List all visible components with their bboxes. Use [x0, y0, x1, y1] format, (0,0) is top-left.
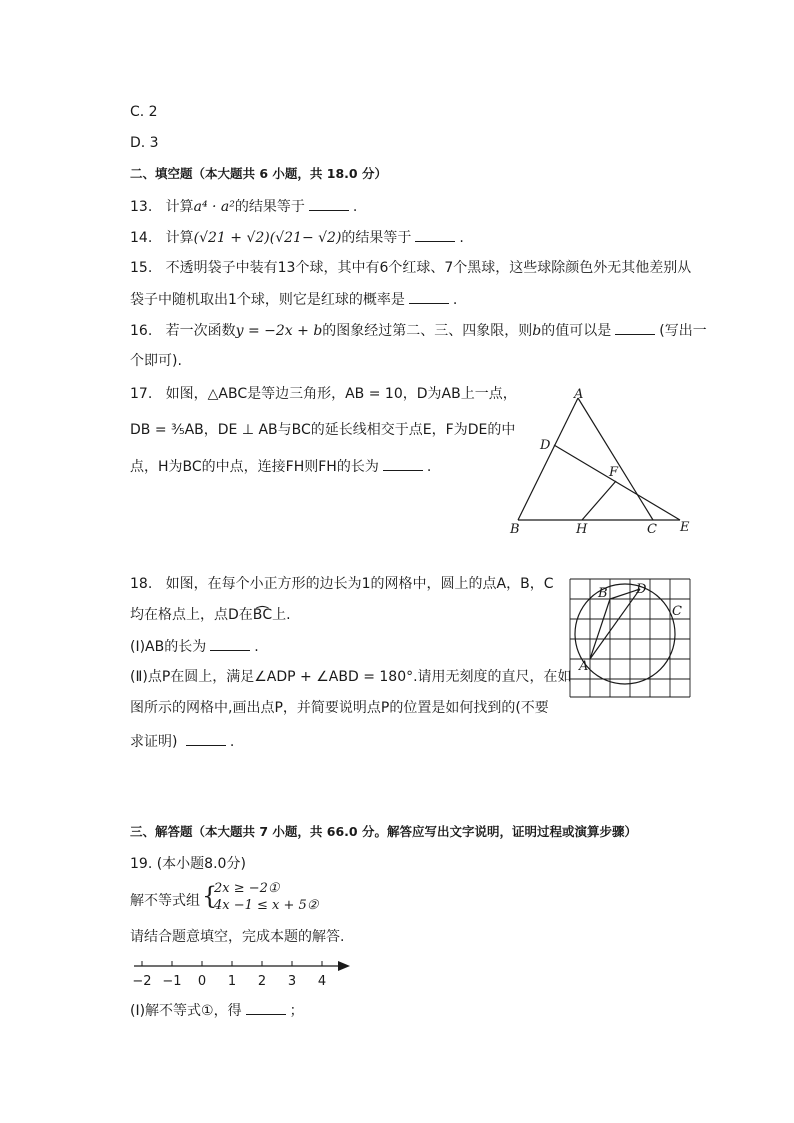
brace-icon: { [202, 882, 218, 910]
question-13 [130, 196, 357, 217]
question-text: 的图象经过第二、三、四象限，则 [322, 323, 533, 339]
question-number: 18. [130, 576, 153, 592]
section-header-fill-in: 二、填空题（本大题共 6 小题，共 18.0 分） [130, 166, 387, 181]
inequality-2: 4x −1 ≤ x + 5② [214, 898, 319, 913]
question-18-part1 [130, 636, 259, 657]
option-d: D. 3 [130, 135, 159, 151]
question-15-line2 [130, 289, 457, 310]
label-d: D [636, 582, 647, 597]
answer-blank[interactable] [246, 1000, 286, 1015]
side-ac [578, 398, 653, 520]
tick-label: −2 [132, 974, 152, 989]
question-end: . [459, 230, 464, 246]
question-end: ； [289, 1003, 304, 1019]
question-number: 13. [130, 199, 153, 215]
question-18-line2: 均在格点上，点D在B͡C上. [130, 607, 291, 623]
question-number: 14. [130, 230, 153, 246]
question-text: (Ⅰ)解不等式①，得 [130, 1003, 242, 1019]
inequality-1: 2x ≥ −2① [214, 881, 280, 896]
question-text: (写出一 [659, 323, 707, 339]
number-line-ticks [132, 961, 326, 989]
question-18-part2-line3 [130, 731, 234, 752]
question-18-line1 [130, 574, 554, 594]
question-17-line1 [130, 384, 517, 404]
question-text: 若一次函数 [165, 323, 236, 339]
question-17-line2: DB = ³⁄₅AB，DE ⊥ AB与BC的延长线相交于点E，F为DE的中 [130, 422, 516, 438]
side-ab [518, 398, 578, 520]
tick-label: 4 [317, 974, 327, 989]
question-text: 如图，在每个小正方形的边长为1的网格中，圆上的点A，B，C [165, 576, 554, 592]
answer-blank[interactable] [210, 636, 250, 651]
section-header-solutions: 三、解答题（本大题共 7 小题，共 66.0 分。解答应写出文字说明，证明过程或演算步骤） [130, 824, 637, 839]
label-b: B [510, 522, 520, 537]
math-expression: (√21 + √2)(√21− √2) [193, 230, 342, 246]
question-number: 17. [130, 386, 153, 402]
tick-label: −1 [162, 974, 182, 989]
question-text: 的值可以是 [541, 323, 612, 339]
question-end: . [426, 459, 432, 475]
triangle-figure [500, 383, 700, 538]
question-end: . [452, 292, 458, 308]
answer-blank[interactable] [309, 196, 349, 211]
question-16-line1 [130, 320, 707, 341]
tick-label: 2 [257, 974, 267, 989]
question-end: . [352, 199, 358, 215]
question-text: (Ⅰ)AB的长为 [130, 639, 207, 655]
segment-fh [582, 481, 616, 520]
label-d: D [540, 438, 551, 453]
question-number: 15. [130, 260, 153, 276]
answer-blank[interactable] [383, 456, 423, 471]
math-expression: a⁴ · a² [193, 199, 235, 215]
grid-lines [570, 579, 690, 697]
question-text: 点，H为BC的中点，连接FH则FH的长为 [130, 459, 379, 475]
math-expression: y = −2x + b [235, 323, 323, 339]
question-number: 16. [130, 323, 153, 339]
label-c: C [647, 522, 657, 537]
question-text: 不透明袋子中装有13个球，其中有6个红球、7个黑球，这些球除颜色外无其他差别从 [165, 260, 692, 276]
number-line [128, 955, 358, 989]
question-19-title: 19. (本小题8.0分) [130, 856, 246, 872]
math-variable: b [532, 323, 542, 339]
question-14 [130, 227, 464, 248]
option-c: C. 2 [130, 104, 158, 120]
question-text: 计算 [165, 199, 194, 215]
segment-ab [590, 599, 610, 659]
question-19-part1 [130, 1000, 304, 1021]
question-text: 的结果等于 [341, 230, 412, 246]
question-text: 解不等式组 [130, 893, 200, 909]
question-16-line2: 个即可). [130, 353, 182, 369]
tick-label: 0 [197, 974, 207, 989]
question-text: 计算 [165, 230, 194, 246]
answer-blank[interactable] [615, 320, 655, 335]
question-19-system [130, 891, 200, 911]
arrow-right-icon [338, 961, 350, 971]
label-c: C [672, 604, 682, 619]
answer-blank[interactable] [186, 731, 226, 746]
tick-label: 1 [227, 974, 237, 989]
question-end: . [254, 639, 259, 655]
label-e: E [680, 520, 690, 535]
label-f: F [609, 465, 619, 480]
label-h: H [576, 522, 588, 537]
answer-blank[interactable] [415, 227, 455, 242]
question-end: . [229, 734, 235, 750]
question-17-line3 [130, 456, 431, 477]
question-text: 求证明) [130, 734, 178, 750]
question-18-part2-line1: (Ⅱ)点P在圆上，满足∠ADP + ∠ABD = 180°.请用无刻度的直尺，在如 [130, 669, 572, 685]
question-19-instruction: 请结合题意填空，完成本题的解答. [130, 929, 345, 945]
answer-blank[interactable] [409, 289, 449, 304]
question-text: 袋子中随机取出1个球，则它是红球的概率是 [130, 292, 405, 308]
label-a: A [574, 387, 584, 402]
inequality-system [214, 880, 318, 914]
question-15-line1 [130, 258, 691, 278]
grid-circle-figure [568, 577, 692, 699]
question-text: 如图，△ABC是等边三角形，AB = 10，D为AB上一点， [165, 386, 517, 402]
tick-label: 3 [287, 974, 297, 989]
label-b: B [598, 586, 608, 601]
question-18-part2-line2: 图所示的网格中,画出点P，并简要说明点P的位置是如何找到的(不要 [130, 700, 549, 716]
label-a: A [579, 659, 589, 674]
segment-de [554, 445, 680, 520]
question-text: 的结果等于 [234, 199, 305, 215]
